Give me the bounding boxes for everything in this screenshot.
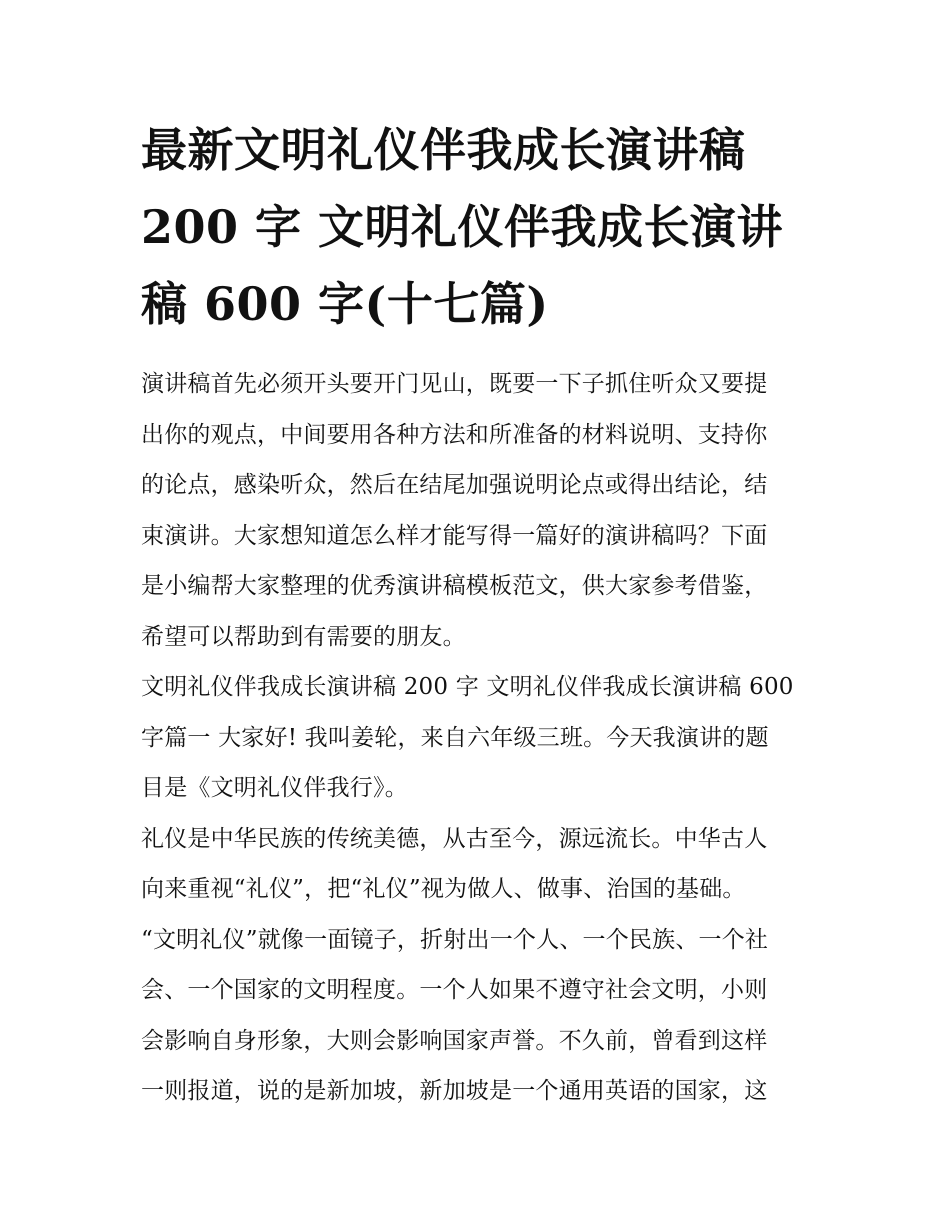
text-line: 的论点，感染听众，然后在结尾加强说明论点或得出结论，结	[141, 472, 768, 498]
body-paragraph	[141, 915, 813, 1117]
text-line: 文明礼仪伴我成长演讲稿 200 字 文明礼仪伴我成长演讲稿 600	[141, 674, 794, 700]
text-line: 向来重视“礼仪”，把“礼仪”视为做人、做事、治国的基础。	[141, 876, 746, 902]
document-body	[141, 359, 813, 1117]
text-line: 会影响自身形象，大则会影响国家声誉。不久前，曾看到这样	[141, 1027, 768, 1054]
body-paragraph	[141, 814, 813, 915]
text-line: 目是《文明礼仪伴我行》。	[141, 775, 408, 801]
text-line: 是小编帮大家整理的优秀演讲稿模板范文，供大家参考借鉴，	[141, 573, 768, 599]
title-line: 最新文明礼仪伴我成长演讲稿	[141, 123, 746, 177]
text-line: 会、一个国家的文明程度。一个人如果不遵守社会文明，小则	[141, 977, 768, 1003]
text-line: 演讲稿首先必须开头要开门见山，既要一下子抓住听众又要提	[141, 371, 768, 397]
intro-paragraph	[141, 359, 813, 662]
text-line: 一则报道，说的是新加坡，新加坡是一个通用英语的国家，这	[141, 1078, 768, 1104]
text-line: 出你的观点，中间要用各种方法和所准备的材料说明、支持你	[141, 421, 768, 448]
text-line: “文明礼仪”就像一面镜子，折射出一个人、一个民族、一个社	[141, 926, 769, 953]
text-line: 束演讲。大家想知道怎么样才能写得一篇好的演讲稿吗？下面	[141, 522, 768, 549]
text-line: 字篇一 大家好! 我叫姜轮，来自六年级三班。今天我演讲的题	[141, 724, 769, 751]
text-line: 礼仪是中华民族的传统美德，从古至今，源远流长。中华古人	[141, 825, 768, 852]
document-page	[141, 112, 813, 1117]
document-title	[141, 112, 813, 343]
section-heading-paragraph	[141, 662, 813, 814]
text-line: 希望可以帮助到有需要的朋友。	[141, 623, 466, 650]
title-line: 200 字 文明礼仪伴我成长演讲	[141, 200, 784, 254]
title-line: 稿 600 字(十七篇)	[141, 277, 549, 331]
